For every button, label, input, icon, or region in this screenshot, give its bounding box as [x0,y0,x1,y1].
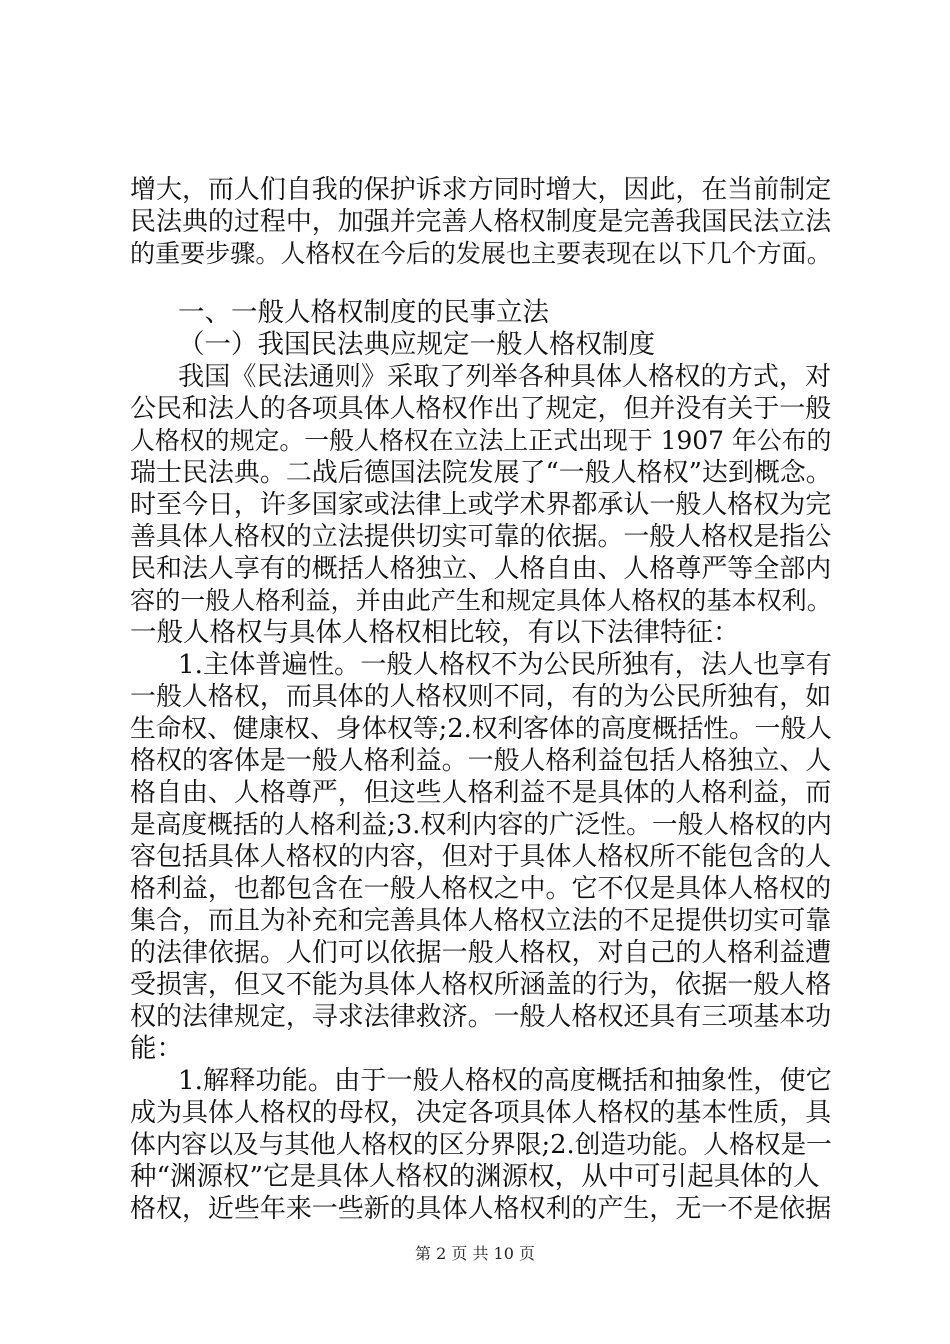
page-number-footer: 第 2 页 共 10 页 [415,1244,535,1263]
text-line: 1.解释功能。由于一般人格权的高度概括和抽象性，使它 [178,1066,832,1096]
text-line: 时至今日，许多国家或法律上或学术界都承认一般人格权为完 [130,490,832,520]
text-line: 种“渊源权”它是具体人格权的渊源权，从中可引起具体的人 [130,1161,820,1192]
text-line: 格自由、人格尊严，但这些人格利益不是具体的人格利益，而 [130,778,832,808]
text-line: 善具体人格权的立法提供切实可靠的依据。一般人格权是指公 [130,522,832,552]
text-line: 瑞士民法典。二战后德国法院发展了“一般人格权”达到概念。 [130,458,832,488]
text-line: 体内容以及与其他人格权的区分界限;2.创造功能。人格权是一 [130,1130,832,1160]
text-line: 民法典的过程中，加强并完善人格权制度是完善我国民法立法 [130,207,832,237]
text-line: 1.主体普遍性。一般人格权不为公民所独有，法人也享有 [178,650,832,680]
text-line: 民和法人享有的概括人格独立、人格自由、人格尊严等全部内 [130,554,832,584]
text-line: 成为具体人格权的母权，决定各项具体人格权的基本性质，具 [130,1098,832,1128]
text-line: 一般人格权，而具体的人格权则不同，有的为公民所独有，如 [130,682,832,712]
text-line: 权的法律规定，寻求法律救济。一般人格权还具有三项基本功 [130,1002,832,1032]
text-line: 生命权、健康权、身体权等;2.权利客体的高度概括性。一般人 [130,714,832,744]
text-line: 容包括具体人格权的内容，但对于具体人格权所不能包含的人 [130,842,832,872]
section-heading: 一、一般人格权制度的民事立法 [178,297,549,328]
text-line: 我国《民法通则》采取了列举各种具体人格权的方式，对 [178,362,832,392]
text-line: 容的一般人格利益，并由此产生和规定具体人格权的基本权利。 [130,586,832,615]
text-line: 格权，近些年来一些新的具体人格权利的产生，无一不是依据 [130,1194,832,1224]
text-line: 格权的客体是一般人格利益。一般人格利益包括人格独立、人 [130,746,832,776]
text-line: 集合，而且为补充和完善具体人格权立法的不足提供切实可靠 [130,906,832,936]
text-line: 增大，而人们自我的保护诉求方同时增大，因此，在当前制定 [130,175,832,205]
text-line: 的重要步骤。人格权在今后的发展也主要表现在以下几个方面。 [130,239,832,268]
text-line: 受损害，但又不能为具体人格权所涵盖的行为，依据一般人格 [130,970,832,1000]
text-line: 能： [130,1033,183,1064]
text-line: 格利益，也都包含在一般人格权之中。它不仅是具体人格权的 [130,874,832,904]
text-line: 是高度概括的人格利益;3.权利内容的广泛性。一般人格权的内 [130,810,832,840]
subsection-heading: （一）我国民法典应规定一般人格权制度 [178,329,655,360]
text-line: 公民和法人的各项具体人格权作出了规定，但并没有关于一般 [130,394,832,424]
text-line: 的法律依据。人们可以依据一般人格权，对自己的人格利益遭 [130,938,832,968]
text-line: 一般人格权与具体人格权相比较，有以下法律特征： [130,617,740,648]
text-line: 人格权的规定。一般人格权在立法上正式出现于 1907 年公布的 [130,426,832,455]
